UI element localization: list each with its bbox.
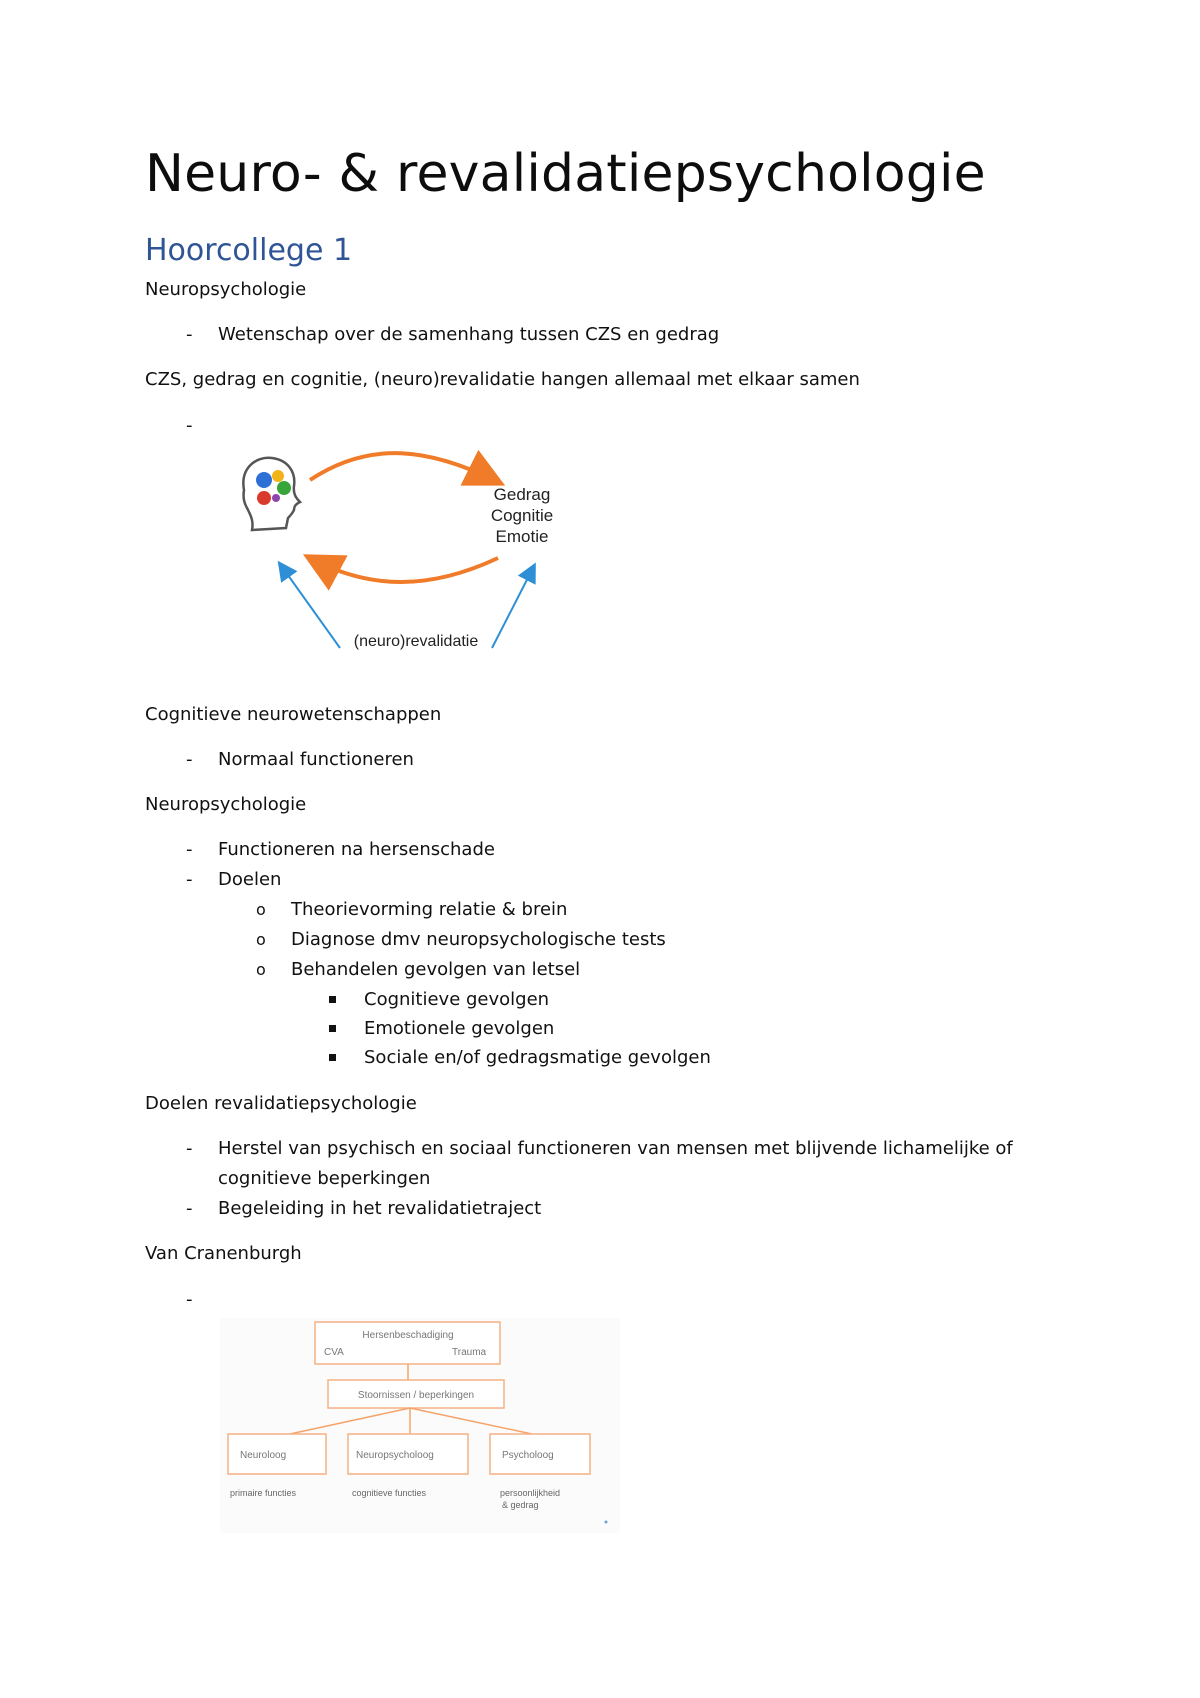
list-item: Functioneren na hersenschade xyxy=(218,839,495,860)
sub-bullet: o xyxy=(256,930,266,949)
box-stoornissen: Stoornissen / beperkingen xyxy=(357,1390,475,1401)
label-emotie: Emotie xyxy=(495,527,549,546)
arrow-revalidation-to-czs xyxy=(280,564,340,648)
section-label-van-cranenburgh: Van Cranenburgh xyxy=(145,1243,302,1264)
list-item: Wetenschap over de samenhang tussen CZS en gedrag xyxy=(218,324,720,345)
sub-sub-list-item: Emotionele gevolgen xyxy=(364,1018,555,1039)
list-dash: - xyxy=(186,415,193,436)
list-dash: - xyxy=(186,1289,193,1310)
box-psycholoog: Psycholoog xyxy=(502,1450,554,1461)
label-gedrag: Gedrag xyxy=(493,485,551,504)
sub-sub-list-item: Cognitieve gevolgen xyxy=(364,989,550,1010)
caption-persoonlijkheid: persoonlijkheid xyxy=(500,1488,561,1498)
caption-gedrag: & gedrag xyxy=(502,1500,539,1510)
section-label-cognitieve-neurowetenschappen: Cognitieve neurowetenschappen xyxy=(145,704,442,725)
list-item: Normaal functioneren xyxy=(218,749,414,770)
list-item: Begeleiding in het revalidatietraject xyxy=(218,1198,542,1219)
section-label-doelen-revalidatiepsychologie: Doelen revalidatiepsychologie xyxy=(145,1093,417,1114)
arrow-behaviour-to-czs xyxy=(310,558,498,582)
sub-list-item: Theorievorming relatie & brein xyxy=(291,899,568,920)
list-dash: - xyxy=(186,1198,193,1219)
section-label-neuropsychologie: Neuropsychologie xyxy=(145,279,307,300)
van-cranenburgh-diagram xyxy=(220,1318,620,1533)
arrow-revalidation-to-behaviour xyxy=(492,566,534,648)
list-item-continuation: cognitieve beperkingen xyxy=(218,1168,431,1189)
square-bullet xyxy=(329,1025,336,1032)
sub-list-item: Behandelen gevolgen van letsel xyxy=(291,959,581,980)
square-bullet xyxy=(329,1054,336,1061)
label-cva: CVA xyxy=(324,1347,344,1358)
square-bullet xyxy=(329,996,336,1003)
list-dash: - xyxy=(186,749,193,770)
box-neuroloog: Neuroloog xyxy=(240,1450,287,1461)
caption-primaire-functies: primaire functies xyxy=(230,1488,297,1498)
sub-list-item: Diagnose dmv neuropsychologische tests xyxy=(291,929,666,950)
paragraph-czs: CZS, gedrag en cognitie, (neuro)revalidatie hangen allemaal met elkaar samen xyxy=(145,369,860,390)
document-title: Neuro- & revalidatiepsychologie xyxy=(145,144,986,204)
list-item: Herstel van psychisch en sociaal functioneren van mensen met blijvende lichamelijke of xyxy=(218,1138,1013,1159)
sub-bullet: o xyxy=(256,960,266,979)
list-dash: - xyxy=(186,324,193,345)
brain-gears-icon xyxy=(243,458,300,530)
list-dash: - xyxy=(186,869,193,890)
box-neuropsycholoog: Neuropsycholoog xyxy=(356,1450,434,1461)
label-neurorevalidatie: (neuro)revalidatie xyxy=(353,633,479,650)
list-dash: - xyxy=(186,839,193,860)
caption-cognitieve-functies: cognitieve functies xyxy=(352,1488,427,1498)
sub-bullet: o xyxy=(256,900,266,919)
arrow-czs-to-behaviour xyxy=(310,453,498,482)
list-item: Doelen xyxy=(218,869,282,890)
label-trauma: Trauma xyxy=(452,1347,487,1358)
czs-relation-diagram xyxy=(230,440,610,665)
section-label-neuropsychologie-2: Neuropsychologie xyxy=(145,794,307,815)
box-hersenbeschadiging: Hersenbeschadiging xyxy=(362,1330,454,1341)
list-dash: - xyxy=(186,1138,193,1159)
label-cognitie: Cognitie xyxy=(490,506,554,525)
heading-hoorcollege: Hoorcollege 1 xyxy=(145,233,353,268)
sub-sub-list-item: Sociale en/of gedragsmatige gevolgen xyxy=(364,1047,711,1068)
